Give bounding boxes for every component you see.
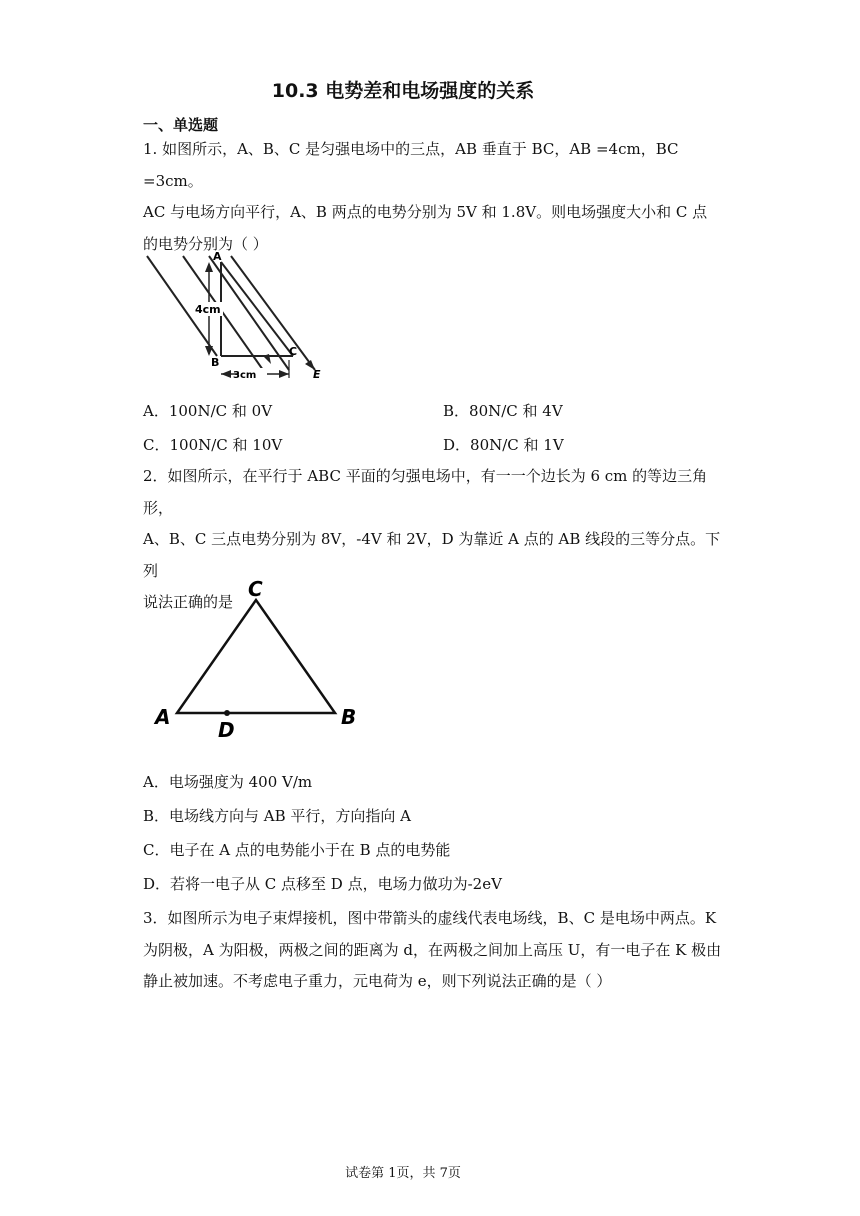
q1-label-3cm: 3cm (233, 370, 257, 381)
arrow-right-icon (279, 370, 289, 378)
q2-option-d[interactable]: D．若将一电子从 C 点移至 D 点，电场力做功为-2eV (143, 875, 502, 893)
q1-line-1: 1. 如图所示，A、B、C 是匀强电场中的三点，AB 垂直于 BC，AB =4cm，BC =3cm。 (143, 140, 679, 190)
page-footer: 试卷第 1页，共 7页 (345, 1166, 461, 1181)
q3-line-3: 静止被加速。不考虑电子重力，元电荷为 e，则下列说法正确的是（ ） (143, 972, 612, 990)
q3-text (143, 903, 723, 998)
q1-label-4cm: 4cm (195, 303, 221, 316)
q1-option-c[interactable]: C．100N/C 和 10V (143, 436, 283, 454)
q2-figure (150, 572, 370, 742)
segment-ac (221, 262, 293, 356)
q1-line-3: 的电势分别为（ ） (143, 234, 268, 253)
q1-option-b[interactable]: B．80N/C 和 4V (443, 402, 563, 420)
triangle-abc (177, 600, 335, 713)
q2-line-2: A、B、C 三点电势分别为 8V，-4V 和 2V，D 为靠近 A 点的 AB 线段的三等分点。下列 (143, 530, 721, 580)
q1-label-a: A (213, 250, 222, 263)
q2-line-3: 说法正确的是 (143, 593, 234, 611)
arrow-up-icon (205, 262, 213, 272)
q1-line-2: AC 与电场方向平行，A、B 两点的电势分别为 5V 和 1.8V。则电场强度大小和 C 点 (143, 203, 708, 221)
arrow-down-icon (205, 346, 213, 356)
arrow-left-icon (221, 370, 231, 378)
q1-option-a[interactable]: A．100N/C 和 0V (143, 402, 273, 420)
q2-option-c[interactable]: C．电子在 A 点的电势能小于在 B 点的电势能 (143, 841, 451, 859)
q2-option-b[interactable]: B．电场线方向与 AB 平行，方向指向 A (143, 807, 412, 825)
q1-figure (143, 250, 343, 385)
q3-line-2: 为阴极，A 为阳极，两极之间的距离为 d，在两极之间加上高压 U，有一电子在 K 极由 (143, 940, 722, 959)
q2-line-1: 2．如图所示，在平行于 ABC 平面的匀强电场中，有一一个边长为 6 cm 的等边三角形， (143, 467, 708, 517)
q2-label-c: C (248, 577, 263, 601)
q2-label-b: B (341, 705, 357, 729)
q1-option-d[interactable]: D．80N/C 和 1V (443, 436, 564, 454)
q2-option-a[interactable]: A．电场强度为 400 V/m (143, 773, 313, 791)
page-title: 10.3 电势差和电场强度的关系 (271, 80, 535, 102)
q1-text (143, 134, 723, 260)
q1-label-e: E (313, 368, 321, 381)
point-d (224, 710, 230, 716)
q3-line-1: 3．如图所示为电子束焊接机，图中带箭头的虚线代表电场线，B、C 是电场中两点。K (143, 909, 717, 927)
q1-label-c: C (289, 345, 298, 358)
section-heading: 一、单选题 (143, 116, 219, 134)
q2-label-a: A (155, 705, 171, 729)
q2-label-d: D (218, 718, 235, 742)
field-line (231, 256, 315, 370)
q1-label-b: B (211, 356, 220, 369)
